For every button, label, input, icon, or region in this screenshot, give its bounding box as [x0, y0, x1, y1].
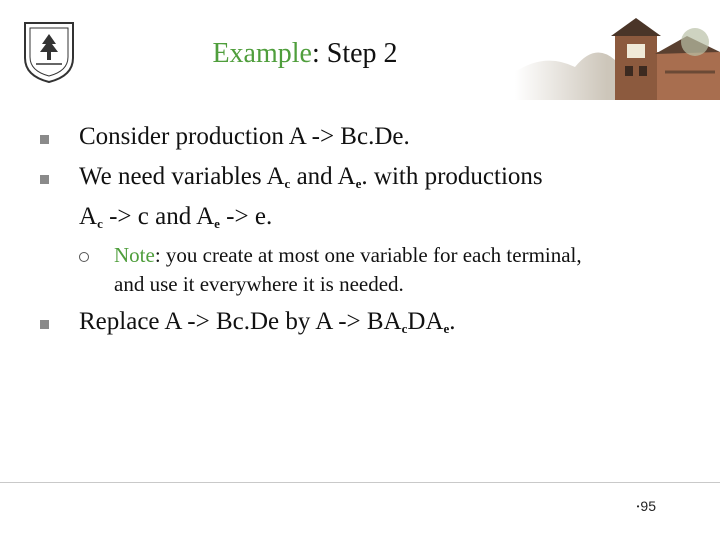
- bullet-need-variables: We need variables $A_c$ and $A_e$. with productions: [79, 163, 543, 191]
- footer-divider: [0, 482, 720, 483]
- title-rest: : Step 2: [311, 38, 398, 69]
- bullet-need-variables-cont: $A_c -> c$ and $A_e -> e$.: [79, 203, 273, 231]
- slide-title: [0, 38, 610, 70]
- note-line-2: and use it everywhere it is needed.: [114, 272, 404, 296]
- title-highlight: Example: [212, 38, 312, 69]
- note-line-1: Note: you create at most one variable for each terminal,: [114, 243, 582, 267]
- bullet-replace: Replace A -> Bc.De by $A -> BA_cDA_e$.: [79, 308, 456, 336]
- bullet-square-icon: [40, 320, 49, 329]
- bullet-consider-production: Consider production A -> Bc.De.: [79, 123, 410, 150]
- page-number: •95: [636, 498, 656, 514]
- hollow-circle-bullet-icon: [79, 252, 89, 262]
- bullet-square-icon: [40, 135, 49, 144]
- bullet-square-icon: [40, 175, 49, 184]
